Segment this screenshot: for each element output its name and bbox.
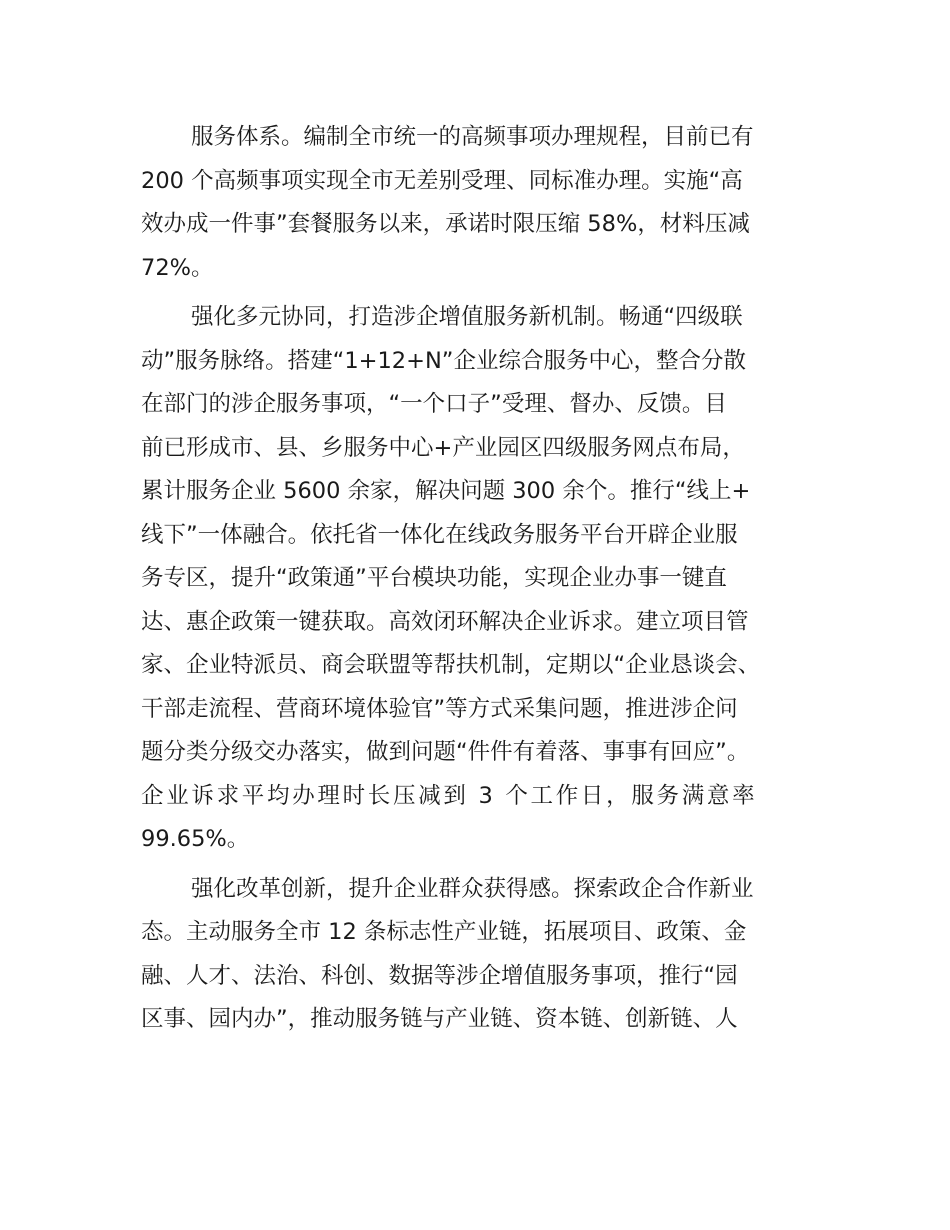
text-line: 干部走流程、营商环境体验官”等方式采集问题，推进涉企问 bbox=[141, 695, 738, 722]
text-line: 务专区，提升“政策通”平台模块功能，实现企业办事一键直 bbox=[141, 565, 727, 591]
text-line: 强化多元协同，打造涉企增值服务新机制。畅通“四级联 bbox=[191, 304, 743, 330]
text-line: 72%。 bbox=[141, 254, 214, 281]
text-line: 态。主动服务全市 12 条标志性产业链，拓展项目、政策、金 bbox=[141, 919, 747, 945]
text-line: 99.65%。 bbox=[141, 826, 250, 852]
paragraph-multi-coordination bbox=[141, 296, 811, 862]
text-line: 题分类分级交办落实，做到问题“件件有着落、事事有回应”。 bbox=[141, 739, 750, 765]
text-line: 服务体系。编制全市统一的高频事项办理规程，目前已有 bbox=[191, 124, 754, 150]
document-body bbox=[141, 116, 811, 1048]
text-line: 区事、园内办”，推动服务链与产业链、资本链、创新链、人 bbox=[141, 1006, 738, 1032]
paragraph-reform-innovation bbox=[141, 868, 811, 1042]
text-line: 效办成一件事”套餐服务以来，承诺时限压缩 58%，材料压减 bbox=[141, 211, 750, 237]
text-line: 家、企业特派员、商会联盟等帮扶机制，定期以“企业恳谈会、 bbox=[141, 652, 761, 678]
text-line: 企业诉求平均办理时长压减到 3 个工作日，服务满意率 bbox=[141, 782, 758, 809]
text-line: 融、人才、法治、科创、数据等涉企增值服务事项，推行“园 bbox=[141, 962, 738, 989]
text-line: 前已形成市、县、乡服务中心+产业园区四级服务网点布局， bbox=[141, 434, 745, 461]
text-line: 在部门的涉企服务事项，“一个口子”受理、督办、反馈。目 bbox=[141, 391, 727, 417]
text-line: 动”服务脉络。搭建“1+12+N”企业综合服务中心，整合分散 bbox=[141, 347, 746, 374]
text-line: 累计服务企业 5600 余家，解决问题 300 余个。推行“线上+ bbox=[141, 478, 751, 504]
text-line: 线下”一体融合。依托省一体化在线政务服务平台开辟企业服 bbox=[141, 521, 738, 548]
paragraph-service-system bbox=[141, 116, 811, 290]
text-line: 达、惠企政策一键获取。高效闭环解决企业诉求。建立项目管 bbox=[141, 608, 749, 635]
text-line: 200 个高频事项实现全市无差别受理、同标准办理。实施“高 bbox=[141, 167, 743, 194]
text-line: 强化改革创新，提升企业群众获得感。探索政企合作新业 bbox=[191, 875, 754, 902]
